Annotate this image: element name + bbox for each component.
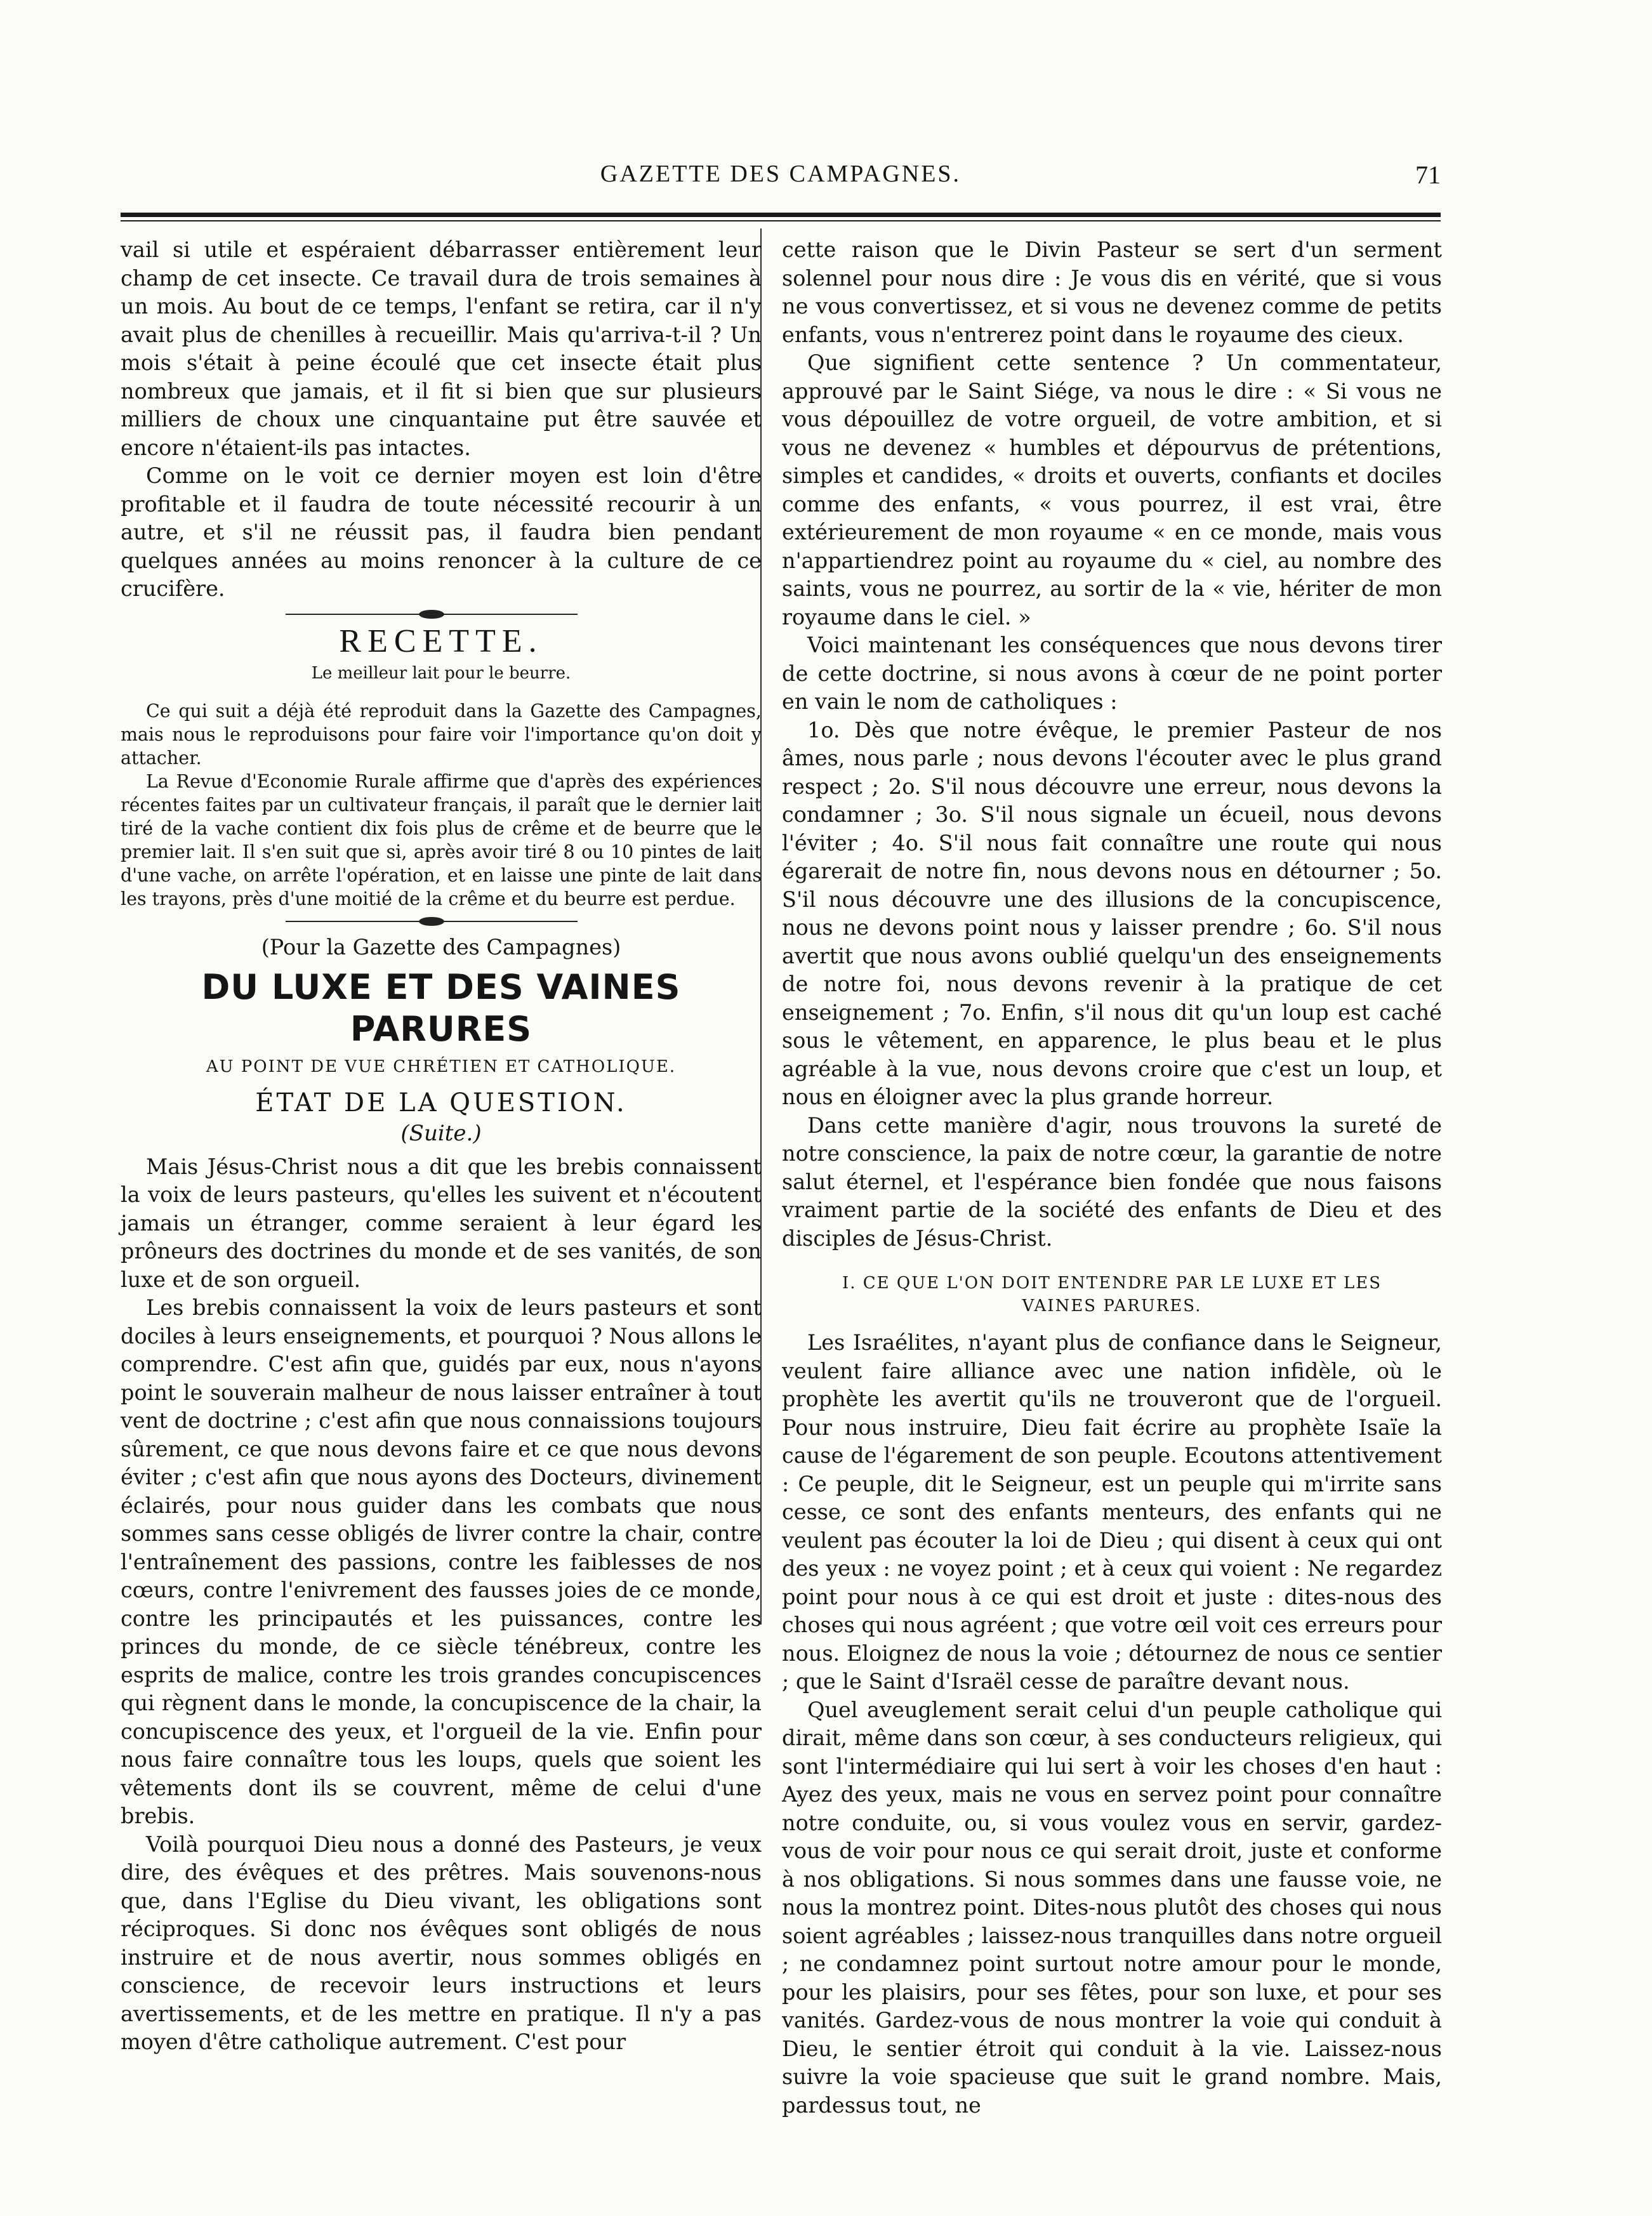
right-column xyxy=(782,236,1442,2120)
suite-label: (Suite.) xyxy=(400,1121,482,1146)
page-header xyxy=(121,160,1441,198)
paragraph-list: 1o. Dès que notre évêque, le premier Pasteur de nos âmes, nous parle ; nous devons l'écouter avec le plus grand respect ; 2o. S'il nous découvre une erreur, nous devons la condamner ; 3o. S'il nous signale un écueil, nous devons l'éviter ; 4o. S'il nous fait connaître une route qui nous égarerait de notre fin, nous devons nous en détourner ; 5o. S'il nous découvre une des illusions de la concupiscence, nous ne devons point nous y laisser prendre ; 6o. S'il nous avertit que nous avons oublié quelqu'un des enseignements de notre foi, nous devons revenir à la pratique de cet enseignement ; 7o. Enfin, s'il nous dit qu'un loup est caché sous le vêtement, en apparence, le plus beau et le plus agréable à la vue, nous devons croire que c'est un loup, et nous en éloigner avec la plus grande horreur. xyxy=(782,717,1442,1109)
part-title xyxy=(782,1272,1442,1317)
page-number: 71 xyxy=(1415,161,1441,189)
paragraph-mais: Mais Jésus-Christ nous a dit que les brebis connaissent la voix de leurs pasteurs, qu'elles les suivent et n'écoutent jamais un étranger, comme seraient à leur égard les prôneurs des doctrines du monde et de ses vanités, de son luxe et de son orgueil. xyxy=(121,1154,762,1292)
recette-subtitle: Le meilleur lait pour le beurre. xyxy=(311,664,571,683)
section-title: ÉTAT DE LA QUESTION. xyxy=(255,1088,627,1118)
paragraph-voici: Voici maintenant les conséquences que nous devons tirer de cette doctrine, si nous avons à cœur de ne point porter en vain le nom de catholiques : xyxy=(782,633,1442,714)
paragraph-quel: Quel aveuglement serait celui d'un peuple catholique qui dirait, même dans son cœur, à ses conducteurs religieux, qui sont l'intermédiaire qui lui sert à voir les choses d'en haut : Ayez des yeux, mais ne vous en servez point pour connaître notre conduite, ou, si vous voulez vous en servir, gardez-vous de voir pour nous ce qui serait droit, juste et conforme à nos obligations. Si nous sommes dans une fausse voie, ne nous la montrez point. Dites-nous plutôt des choses qui nous soient agréables ; laissez-nous tranquilles dans notre orgueil ; ne condamnez point surtout notre amour pour le monde, pour les plaisirs, pour ses fêtes, pour son luxe, et pour ses vanités. Gardez-vous de nous montrer la voie qui conduit à Dieu, le sentier étroit qui conduit à la vie. Laissez-nous suivre la voie spacieuse que suit le grand nombre. Mais, pardessus tout, ne xyxy=(782,1697,1442,2118)
article-subtitle: AU POINT DE VUE CHRÉTIEN ET CATHOLIQUE. xyxy=(206,1057,677,1076)
article-credit: (Pour la Gazette des Campagnes) xyxy=(261,934,621,960)
left-column xyxy=(121,236,762,2057)
paragraph-recette-1: Ce qui suit a déjà été reproduit dans la Gazette des Campagnes, mais nous le reproduisons pour faire voir l'importance qu'on doit y attacher. xyxy=(121,700,762,768)
running-title: GAZETTE DES CAMPAGNES. xyxy=(600,161,961,187)
header-rule-thin xyxy=(121,220,1441,221)
paragraph-israelites: Les Israélites, n'ayant plus de confiance dans le Seigneur, veulent faire alliance avec une nation infidèle, où le prophète les avertit qu'ils ne trouveront que de l'orgueil. Pour nous instruire, Dieu fait écrire au prophète Isaïe la cause de l'égarement de son peuple. Ecoutons attentivement : Ce peuple, dit le Seigneur, est un peuple qui m'irrite sans cesse, ce sont des enfants menteurs, des enfants qui ne veulent pas écouter la loi de Dieu ; qui disent à ceux qui ont des yeux : ne voyez point ; et à ceux qui voient : Ne regardez point pour nous à ce qui est droit et juste : dites-nous des choses qui nous agréent ; que votre œil voit ces erreurs pour nous. Eloignez de nous la voie ; détournez de nous ce sentier ; que le Saint d'Israël cesse de paraître devant nous. xyxy=(782,1330,1443,1694)
paragraph-comme: Comme on le voit ce dernier moyen est loin d'être profitable et il faudra de toute nécessité recourir à un autre, et s'il ne réussit pas, il faudra bien pendant quelques années au moins renoncer à la culture de ce crucifère. xyxy=(121,463,762,601)
paragraph-dans: Dans cette manière d'agir, nous trouvons la sureté de notre conscience, la paix de notre cœur, la garantie de notre salut éternel, et l'espérance bien fondée que nous faisons vraiment partie de la société des enfants de Dieu et des disciples de Jésus-Christ. xyxy=(782,1112,1442,1251)
part-title-line-2: VAINES PARURES. xyxy=(1022,1296,1202,1316)
recette-title: RECETTE. xyxy=(339,623,543,659)
part-title-line-1: I. CE QUE L'ON DOIT ENTENDRE PAR LE LUXE ET LES xyxy=(842,1274,1382,1293)
article-title: DU LUXE ET DES VAINES PARURES xyxy=(201,967,681,1049)
separator-ornament xyxy=(121,607,762,621)
paragraph-cette: cette raison que le Divin Pasteur se sert d'un serment solennel pour nous dire : Je vous dis en vérité, que si vous ne vous convertissez, et si vous ne devenez comme de petits enfants, vous n'entrerez point dans le royaume des cieux. xyxy=(782,237,1442,347)
paragraph-voila: Voilà pourquoi Dieu nous a donné des Pasteurs, je veux dire, des évêques et des prêtres. Mais souvenons-nous que, dans l'Eglise du Dieu vivant, les obligations sont réciproques. Si donc nos évêques sont obligés de nous instruire et de nous avertir, nous sommes obligés en conscience, de recevoir leurs instructions et leurs avertissements, et de les mettre en pratique. Il n'y a pas moyen d'être catholique autrement. C'est pour xyxy=(121,1831,762,2054)
separator-ornament xyxy=(121,914,762,928)
paragraph-recette-2: La Revue d'Economie Rurale affirme que d'après des expériences récentes faites par un cultivateur français, il paraît que le dernier lait tiré de la vache contient dix fois plus de crême et de beurre que le premier lait. Il s'en suit que si, après avoir tiré 8 ou 10 pintes de lait d'une vache, on arrête l'opération, et en laisse une pinte de lait dans les trayons, près d'une moitié de la crême et du beurre est perdue. xyxy=(121,770,762,909)
paragraph-que: Que signifient cette sentence ? Un commentateur, approuvé par le Saint Siége, va nous le dire : « Si vous ne vous dépouillez de votre orgueil, de votre ambition, et si vous ne devenez « humbles et dépourvus de prétentions, simples et candides, « droits et ouverts, confiants et dociles comme des enfants, « vous pourrez, il est vrai, être extérieurement de mon royaume « en ce monde, mais vous n'appartiendrez point au royaume du « ciel, au nombre des saints, vous ne pourrez, au sortir de la « vie, hériter de mon royaume dans le ciel. » xyxy=(782,350,1442,630)
paragraph-brebis: Les brebis connaissent la voix de leurs pasteurs et sont dociles à leurs enseignements, et pourquoi ? Nous allons le comprendre. C'est afin que, guidés par eux, nous n'ayons point le souverain malheur de nous laisser entraîner à tout vent de doctrine ; c'est afin que nous connaissions toujours sûrement, ce que nous devons faire et ce que nous devons éviter ; c'est afin que nous ayons des Docteurs, divinement éclairés, pour nous guider dans les combats que nous sommes sans cesse obligés de livrer contre la chair, contre l'entraînement des passions, contre les faiblesses de nos cœurs, contre l'enivrement des fausses joies de ce monde, contre les principautés et les puissances, contre les princes du monde, de ce siècle ténébreux, contre les esprits de malice, contre les trois grandes concupiscences qui règnent dans le monde, la concupiscence de la chair, la concupiscence des yeux, et l'orgueil de la vie. Enfin pour nous faire connaître tous les loups, quels que soient les vêtements dont ils se couvrent, même de celui d'une brebis. xyxy=(121,1295,762,1828)
header-rule xyxy=(121,213,1441,217)
paragraph-intro: vail si utile et espéraient débarrasser entièrement leur champ de cet insecte. Ce travail dura de trois semaines à un mois. Au bout de ce temps, l'enfant se retira, car il n'y avait plus de chenilles à recueillir. Mais qu'arriva-t-il ? Un mois s'était à peine écoulé que cet insecte était plus nombreux que jamais, et il fit si bien que sur plusieurs milliers de choux une cinquantaine put être sauvée et encore n'étaient-ils pas intactes. xyxy=(121,237,762,460)
